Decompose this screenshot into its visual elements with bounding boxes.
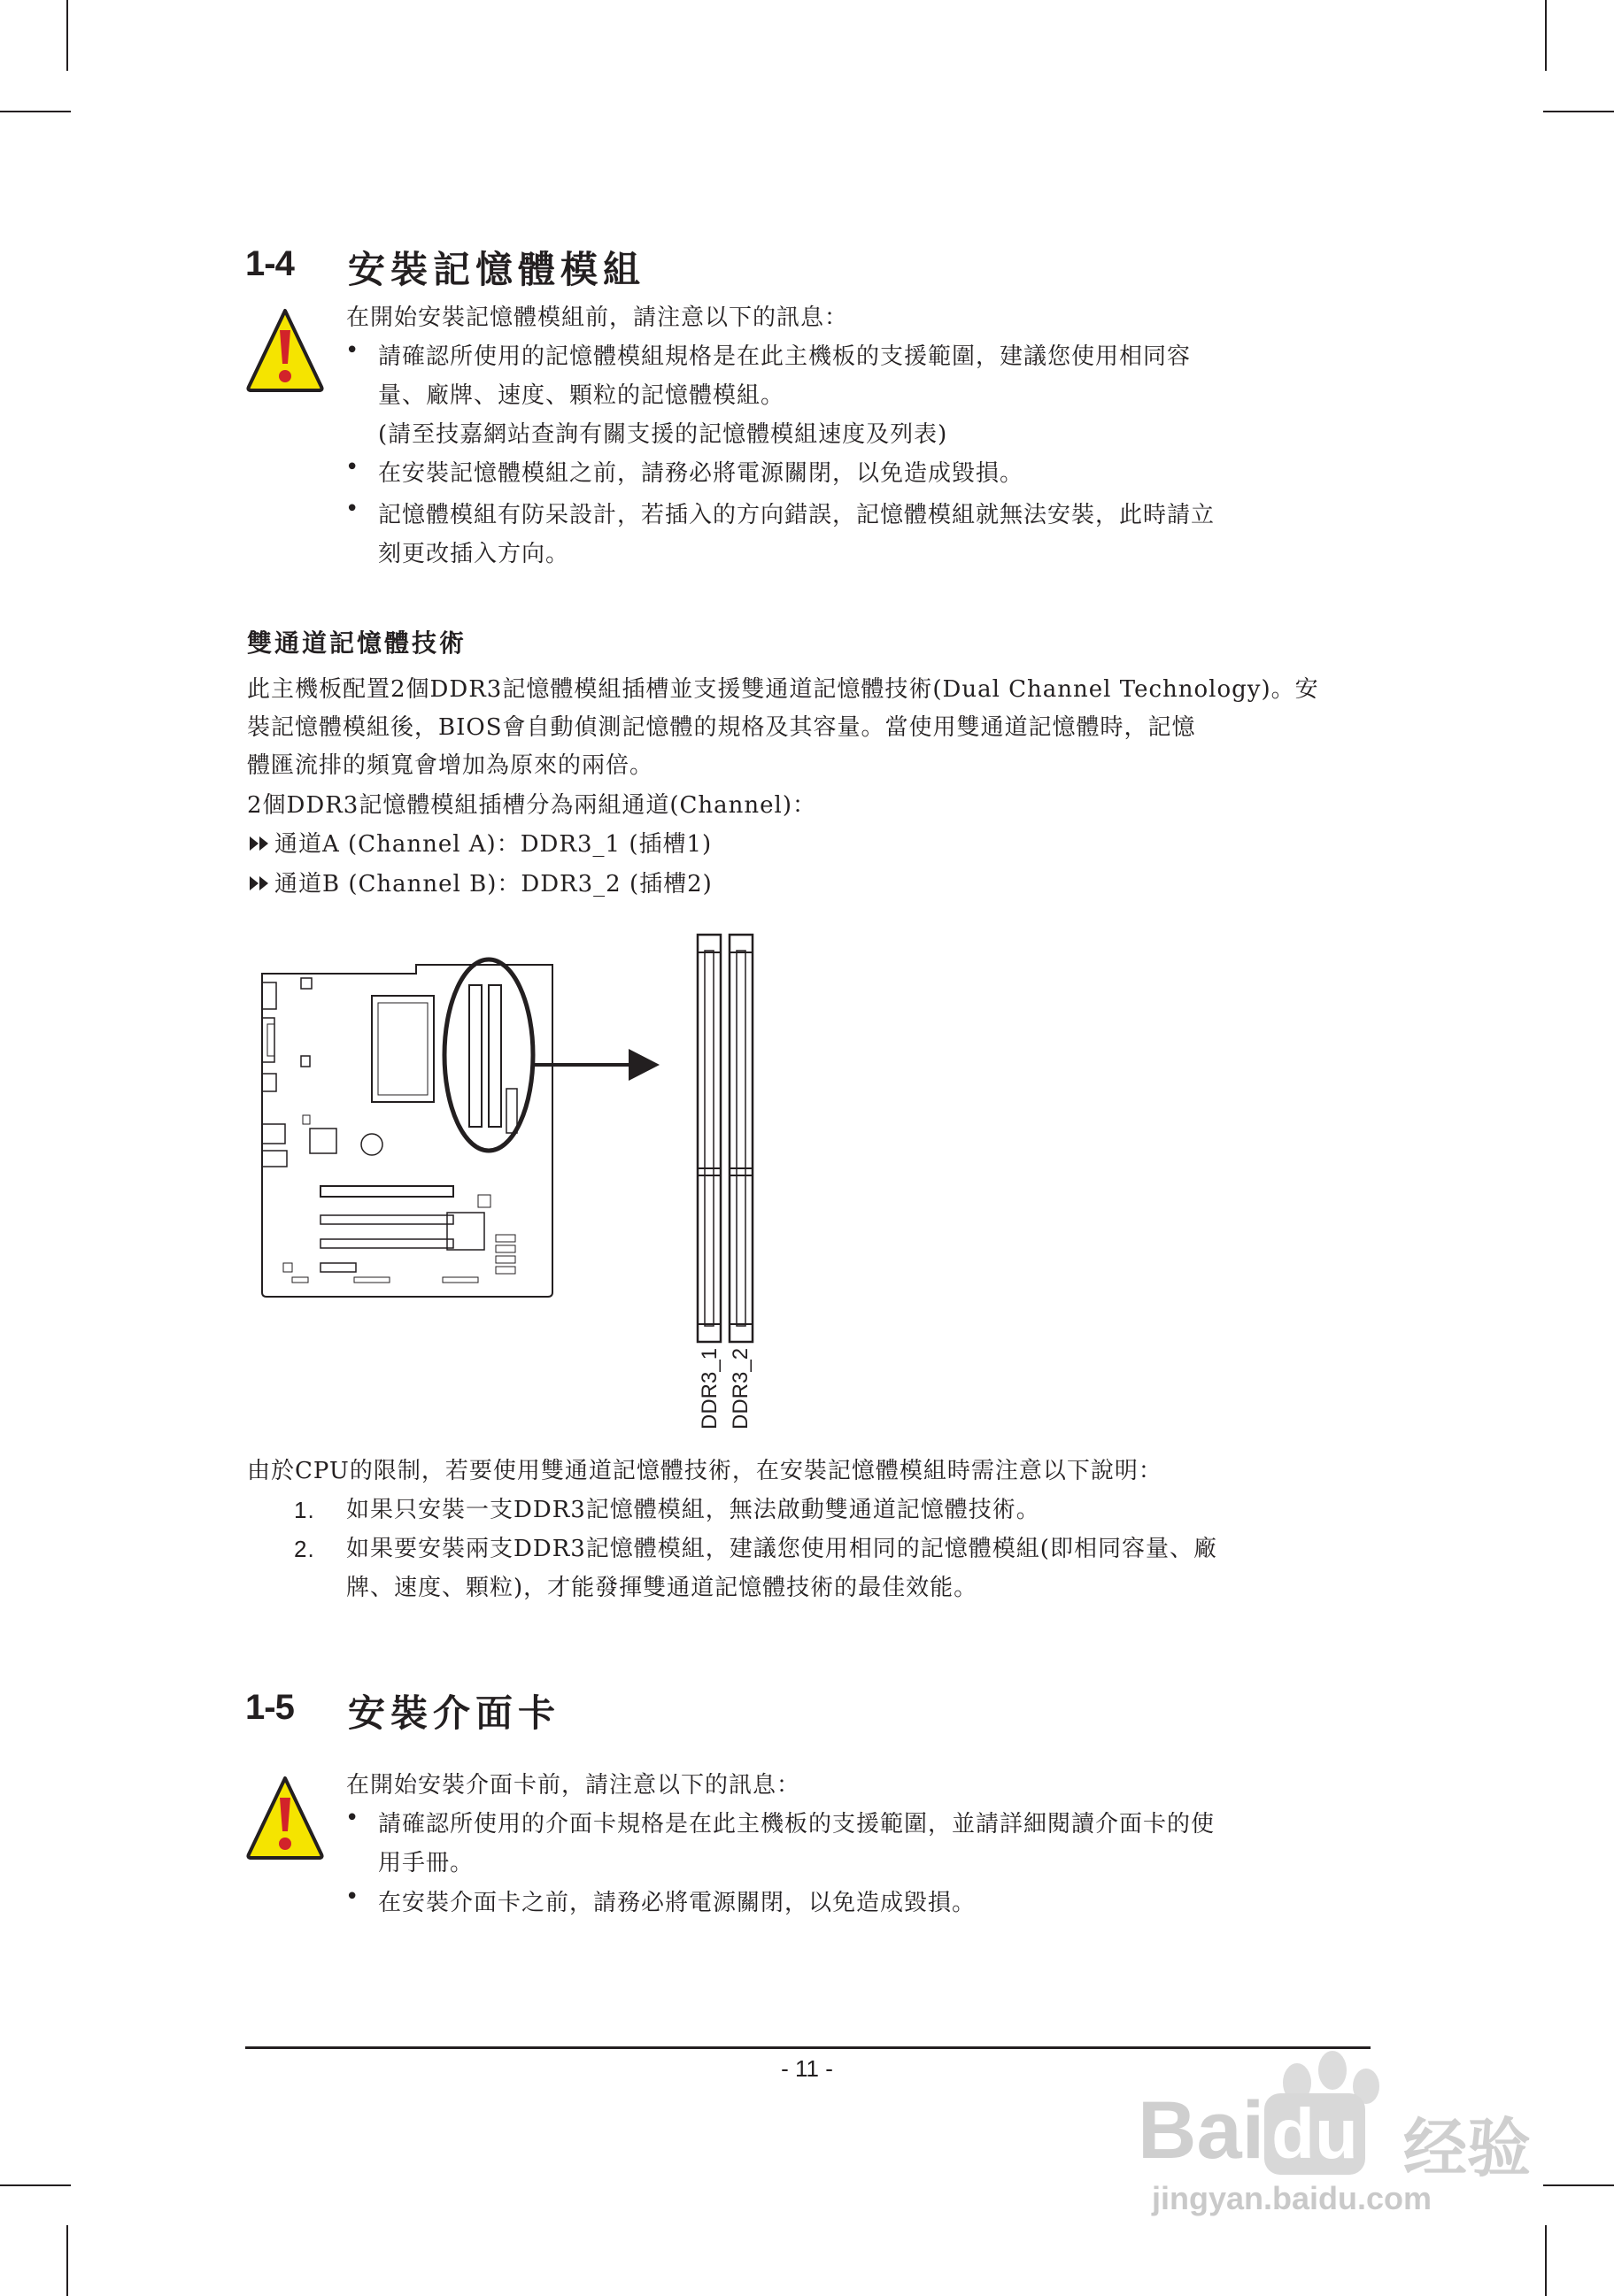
page-number: - 11 - (781, 2055, 833, 2082)
dimm-slots-diagram (691, 929, 797, 1345)
bullet-dot: • (345, 337, 359, 364)
bullet-dot: • (345, 1884, 359, 1910)
crop-mark (0, 111, 71, 112)
crop-mark (1545, 2225, 1547, 2296)
slot-label-ddr3-1: DDR3_1 (698, 1347, 722, 1429)
dimm-slot-1 (698, 935, 721, 1342)
note-item: 牌、速度、顆粒)，才能發揮雙通道記憶體技術的最佳效能。 (346, 1575, 978, 1601)
crop-mark (1543, 111, 1614, 112)
bullet-dot: • (345, 1805, 359, 1831)
list-item: 在安裝介面卡之前，請務必將電源關閉，以免造成毀損。 (378, 1890, 977, 1916)
list-item: (請至技嘉網站查詢有關支援的記憶體模組速度及列表) (378, 421, 948, 448)
watermark (1138, 2049, 1563, 2217)
motherboard-diagram (257, 925, 753, 1421)
list-item: 量、廠牌、速度、顆粒的記憶體模組。 (378, 382, 785, 409)
crop-mark (1545, 0, 1547, 71)
note-number: 2. (294, 1536, 315, 1562)
paragraph-line: 裝記憶體模組後，BIOS會自動偵測記憶體的規格及其容量。當使用雙通道記憶體時，記憶 (247, 714, 1196, 741)
subsection-heading: 雙通道記憶體技術 (247, 628, 467, 658)
section-title: 安裝介面卡 (348, 1691, 561, 1735)
note-item: 如果要安裝兩支DDR3記憶體模組，建議您使用相同的記憶體模組(即相同容量、廠 (346, 1536, 1217, 1562)
list-item: 請確認所使用的記憶體模組規格是在此主機板的支援範圍，建議您使用相同容 (378, 343, 1192, 370)
cpu-note: 由於CPU的限制，若要使用雙通道記憶體技術，在安裝記憶體模組時需注意以下說明： (247, 1458, 1162, 1484)
crop-mark (66, 0, 68, 71)
caution-intro: 在開始安裝記憶體模組前，請注意以下的訊息： (346, 304, 849, 331)
watermark-brand-text: Bai (1138, 2085, 1265, 2176)
bullet-dot: • (345, 454, 359, 481)
list-item: 請確認所使用的介面卡規格是在此主機板的支援範圍，並請詳細閱讀介面卡的使 (378, 1811, 1216, 1838)
double-arrow-icon (249, 874, 272, 897)
watermark-url: jingyan.baidu.com (1152, 2180, 1433, 2216)
note-item: 如果只安裝一支DDR3記憶體模組，無法啟動雙通道記憶體技術。 (346, 1497, 1040, 1523)
section-number: 1-5 (245, 1688, 294, 1727)
warning-icon (245, 305, 325, 394)
list-item: 刻更改插入方向。 (378, 541, 570, 567)
crop-mark (66, 2225, 68, 2296)
list-item: 用手冊。 (378, 1850, 475, 1876)
slot-label-ddr3-2: DDR3_2 (729, 1347, 753, 1429)
watermark-brand-box: du (1264, 2093, 1365, 2175)
section-number: 1-4 (245, 244, 294, 283)
crop-mark (0, 2184, 71, 2186)
channel-item: 通道B (Channel B)：DDR3_2 (插槽2) (274, 871, 713, 898)
paragraph-line: 2個DDR3記憶體模組插槽分為兩組通道(Channel)： (247, 792, 816, 819)
bullet-dot: • (345, 496, 359, 522)
paragraph-line: 此主機板配置2個DDR3記憶體模組插槽並支援雙通道記憶體技術(Dual Channel Technology)。安 (247, 676, 1319, 703)
note-number: 1. (294, 1497, 315, 1523)
dimm-slot-2 (730, 935, 753, 1342)
section-title: 安裝記憶體模組 (348, 248, 646, 291)
watermark-brand (1138, 2084, 1365, 2177)
warning-icon (245, 1773, 325, 1861)
list-item: 在安裝記憶體模組之前，請務必將電源關閉，以免造成毀損。 (378, 460, 1024, 487)
list-item: 記憶體模組有防呆設計，若插入的方向錯誤，記憶體模組就無法安裝，此時請立 (378, 502, 1216, 528)
double-arrow-icon (249, 834, 272, 857)
watermark-cn: 经验 (1403, 2111, 1532, 2185)
caution-intro: 在開始安裝介面卡前，請注意以下的訊息： (346, 1772, 801, 1799)
channel-item: 通道A (Channel A)：DDR3_1 (插槽1) (274, 831, 713, 858)
paragraph-line: 體匯流排的頻寬會增加為原來的兩倍。 (247, 752, 654, 779)
